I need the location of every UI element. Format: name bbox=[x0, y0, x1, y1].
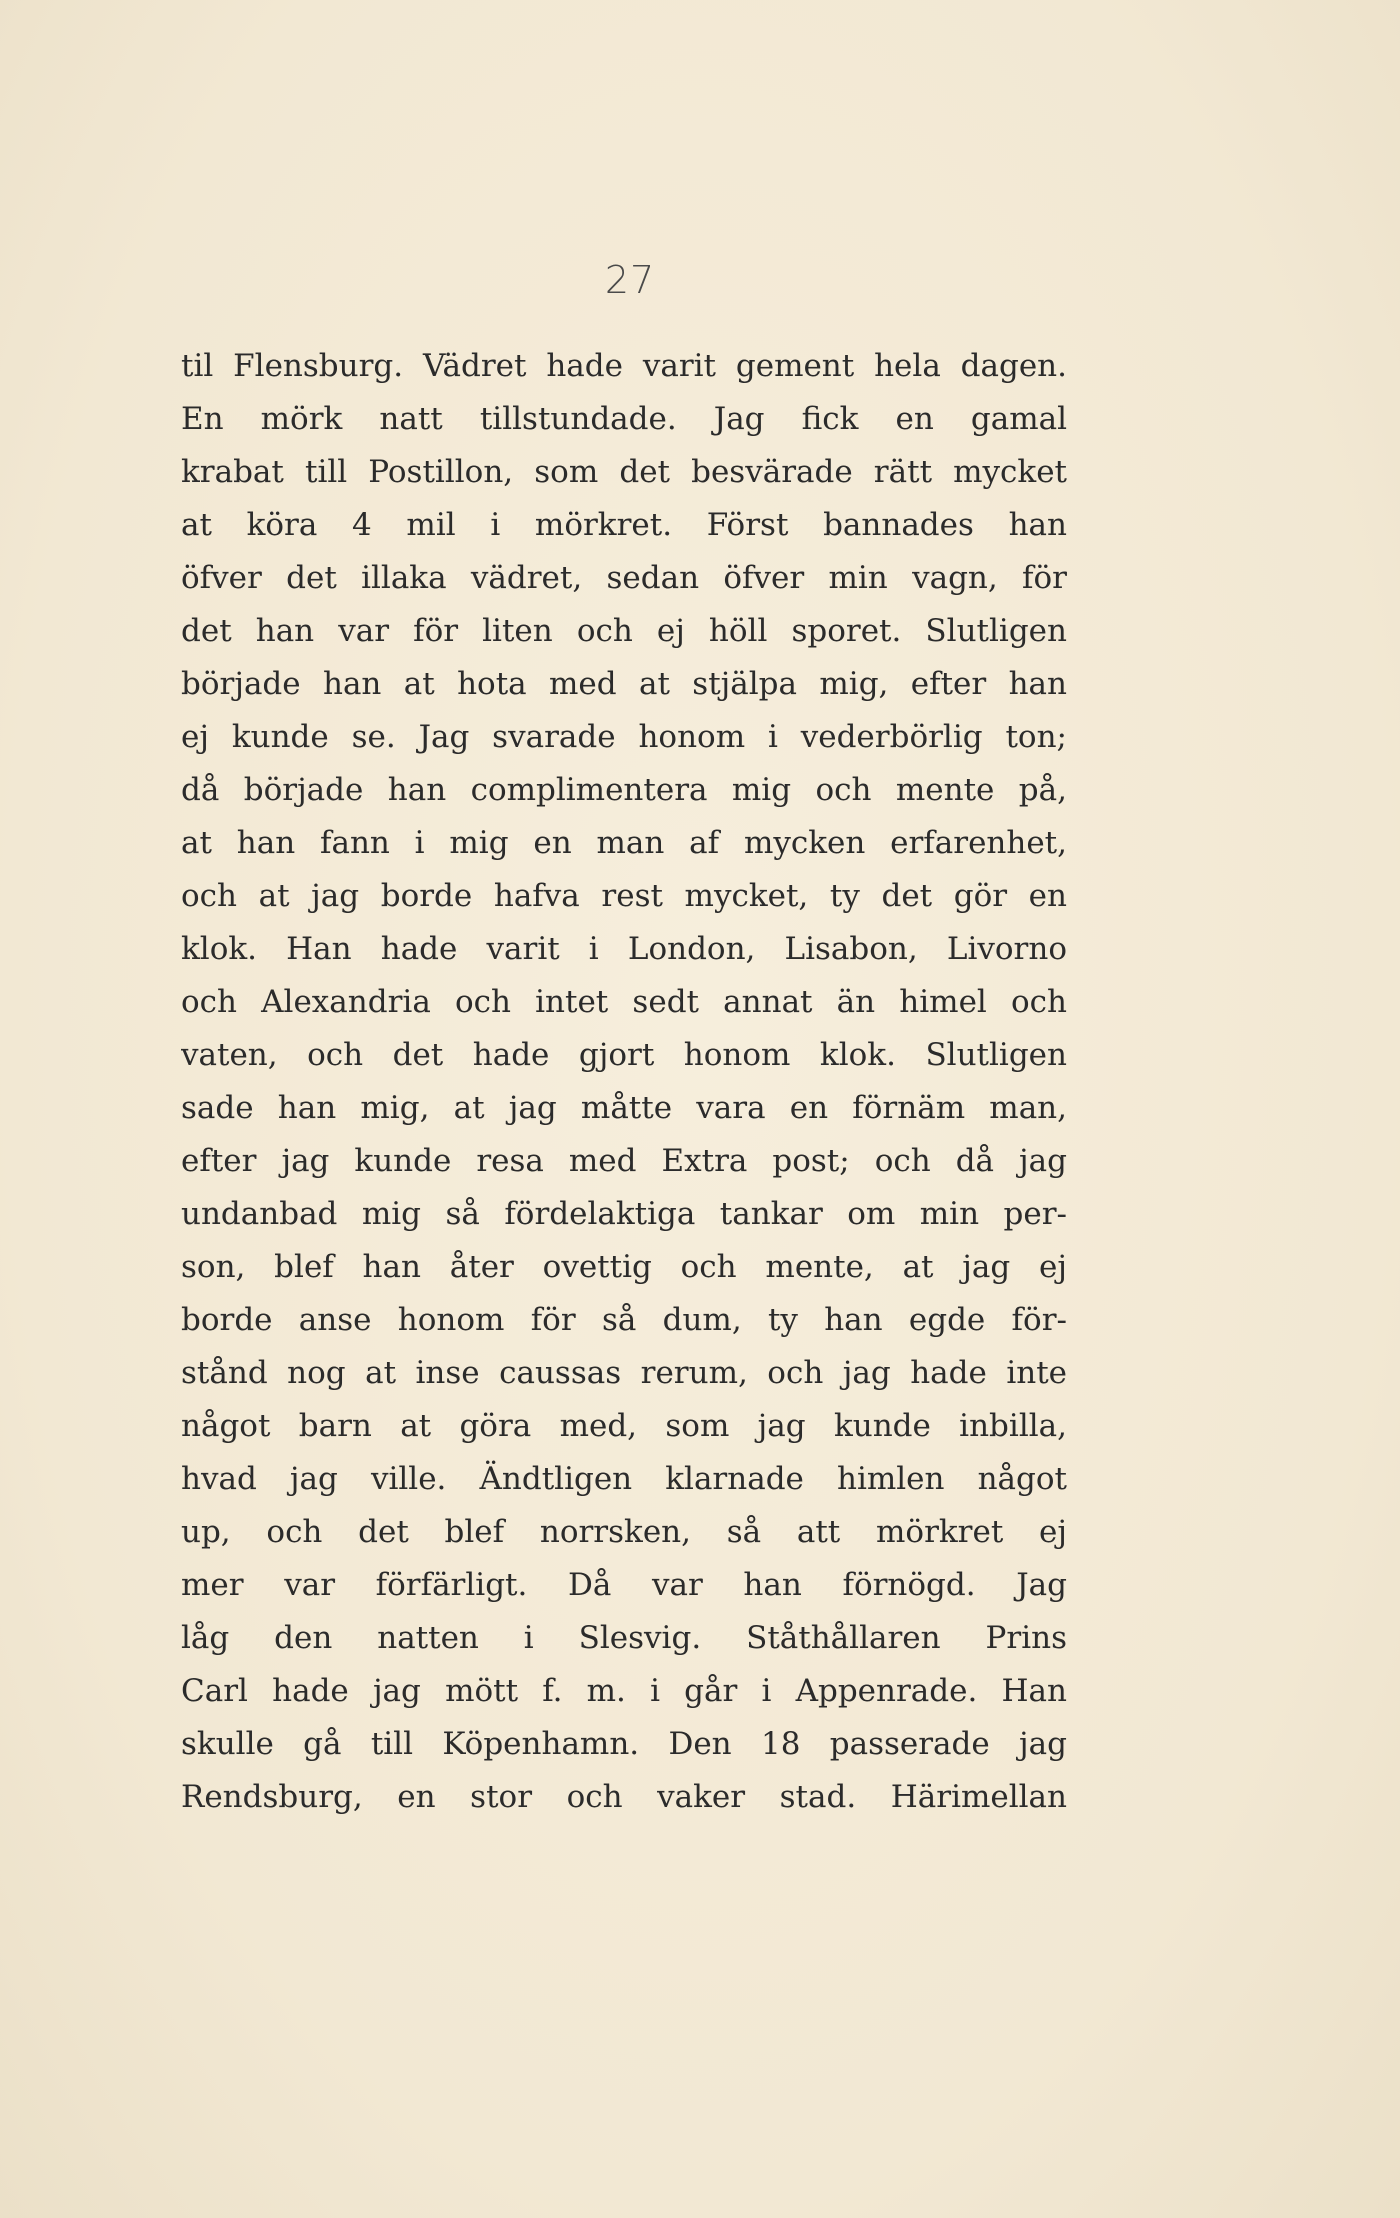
text-line-3: krabat till Postillon, som det besvärade rätt mycket bbox=[181, 454, 1067, 490]
page-number: 27 bbox=[604, 258, 656, 302]
text-line-15: sade han mig, at jag måtte vara en förnäm man, bbox=[181, 1090, 1067, 1126]
text-line-13: och Alexandria och intet sedt annat än himel och bbox=[181, 984, 1067, 1020]
text-line-10: at han fann i mig en man af mycken erfarenhet, bbox=[181, 825, 1067, 861]
text-line-22: hvad jag ville. Ändtligen klarnade himlen något bbox=[181, 1461, 1067, 1497]
text-line-16: efter jag kunde resa med Extra post; och då jag bbox=[181, 1143, 1067, 1179]
text-line-19: borde anse honom för så dum, ty han egde för- bbox=[181, 1302, 1067, 1338]
text-line-1: til Flensburg. Vädret hade varit gement hela dagen. bbox=[181, 348, 1067, 384]
text-line-21: något barn at göra med, som jag kunde inbilla, bbox=[181, 1408, 1067, 1444]
text-line-8: ej kunde se. Jag svarade honom i vederbörlig ton; bbox=[181, 719, 1067, 755]
text-line-18: son, blef han åter ovettig och mente, at jag ej bbox=[181, 1249, 1067, 1285]
text-line-9: då började han complimentera mig och mente på, bbox=[181, 772, 1067, 808]
text-line-20: stånd nog at inse caussas rerum, och jag hade inte bbox=[181, 1355, 1067, 1391]
text-line-6: det han var för liten och ej höll sporet. Slutligen bbox=[181, 613, 1067, 649]
text-line-12: klok. Han hade varit i London, Lisabon, Livorno bbox=[181, 931, 1067, 967]
text-line-4: at köra 4 mil i mörkret. Först bannades han bbox=[181, 507, 1067, 543]
text-line-17: undanbad mig så fördelaktiga tankar om min per- bbox=[181, 1196, 1067, 1232]
text-line-2: En mörk natt tillstundade. Jag fick en gamal bbox=[181, 401, 1067, 437]
text-line-27: skulle gå till Köpenhamn. Den 18 passerade jag bbox=[181, 1726, 1067, 1762]
text-line-11: och at jag borde hafva rest mycket, ty det gör en bbox=[181, 878, 1067, 914]
text-line-23: up, och det blef norrsken, så att mörkret ej bbox=[181, 1514, 1067, 1550]
text-line-28: Rendsburg, en stor och vaker stad. Härimellan bbox=[181, 1779, 1067, 1815]
text-line-14: vaten, och det hade gjort honom klok. Slutligen bbox=[181, 1037, 1067, 1073]
body-text bbox=[181, 340, 1067, 1824]
text-line-24: mer var förfärligt. Då var han förnögd. Jag bbox=[181, 1567, 1067, 1603]
text-line-7: började han at hota med at stjälpa mig, efter han bbox=[181, 666, 1067, 702]
text-line-5: öfver det illaka vädret, sedan öfver min vagn, för bbox=[181, 560, 1067, 596]
text-line-26: Carl hade jag mött f. m. i går i Appenrade. Han bbox=[181, 1673, 1067, 1709]
text-line-25: låg den natten i Slesvig. Ståthållaren Prins bbox=[181, 1620, 1067, 1656]
